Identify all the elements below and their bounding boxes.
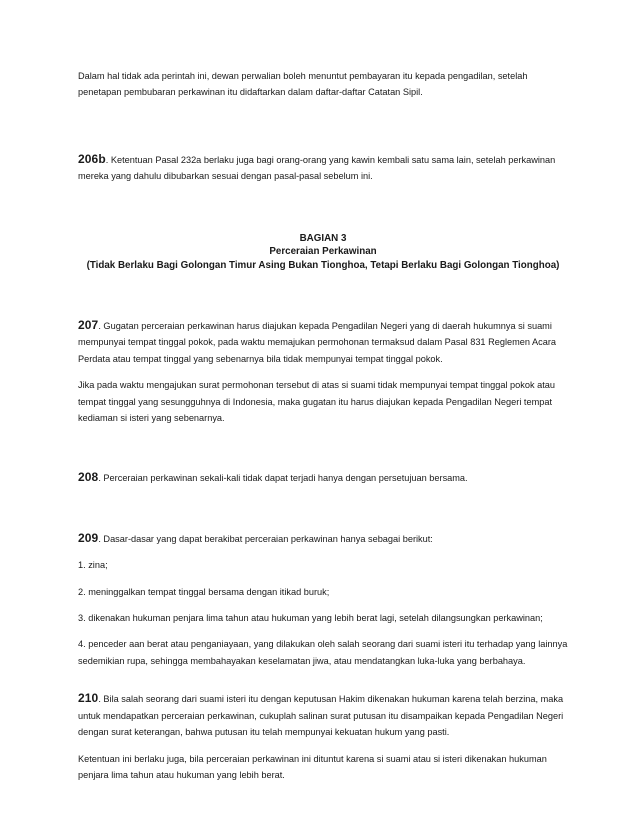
article-text: . Dasar-dasar yang dapat berakibat perceraian perkawinan hanya sebagai berikut: (98, 533, 433, 544)
list-item: 1. zina; (78, 560, 108, 571)
list-item: 4. penceder aan berat atau penganiayaan, yang dilakukan oleh salah seorang dari suami isteri itu terhadap yang lainnya sedemikian rupa, sehingga membahayakan keselamatan jiwa, atau mendatangkan luka-luka yang berbahaya. (78, 639, 568, 666)
article-209 (78, 530, 568, 547)
list-item: 3. dikenakan hukuman penjara lima tahun atau hukuman yang lebih berat lagi, setelah dilangsungkan perkawinan; (78, 613, 543, 624)
section-number: BAGIAN 3 (299, 232, 347, 244)
article-text: . Bila salah seorang dari suami isteri itu dengan keputusan Hakim dikenakan hukuman karena telah berzina, maka untuk mendapatkan perceraian perkawinan, cukuplah salinan surat putusan itu disampaikan kepada Pengadilan Negeri dengan surat keterangan, bahwa putusan itu telah mempunyai kekuatan hukum yang pasti. (78, 694, 564, 738)
article-210 (78, 690, 568, 740)
article-text: . Ketentuan Pasal 232a berlaku juga bagi orang-orang yang kawin kembali satu sama lain, setelah perkawinan mereka yang dahulu dibubarkan sesuai dengan pasal-pasal sebelum ini. (78, 154, 556, 182)
article-number: 210 (78, 691, 99, 706)
list-item: 2. meninggalkan tempat tinggal bersama dengan itikad buruk; (78, 586, 330, 597)
section-heading (78, 232, 568, 273)
article-number: 206b (78, 151, 106, 166)
article-208 (78, 469, 568, 486)
article-207-continuation: Jika pada waktu mengajukan surat permohonan tersebut di atas si suami tidak mempunyai tempat tinggal pokok atau tempat tinggal yang sesungguhnya di Indonesia, maka gugatan itu harus diajukan kepada Pengadilan Negeri tempat kediaman si isteri yang sebenarnya. (78, 380, 556, 424)
section-title: Perceraian Perkawinan (269, 246, 377, 258)
article-207 (78, 317, 568, 367)
article-text: . Perceraian perkawinan sekali-kali tidak dapat terjadi hanya dengan persetujuan bersama. (98, 473, 468, 484)
section-subtitle: (Tidak Berlaku Bagi Golongan Timur Asing Bukan Tionghoa, Tetapi Berlaku Bagi Golongan Tionghoa) (86, 260, 560, 272)
article-number: 207 (78, 318, 99, 333)
article-number: 208 (78, 470, 99, 485)
intro-paragraph: Dalam hal tidak ada perintah ini, dewan perwalian boleh menuntut pembayaran itu kepada pengadilan, setelah penetapan pembubaran perkawinan itu didaftarkan dalam daftar-daftar Catatan Sipil. (78, 71, 528, 98)
article-210-continuation: Ketentuan ini berlaku juga, bila perceraian perkawinan ini dituntut karena si suami atau si isteri dikenakan hukuman penjara lima tahun atau hukuman yang lebih berat. (78, 753, 547, 780)
article-206b (78, 151, 568, 185)
document-page (78, 68, 568, 783)
article-number: 209 (78, 530, 99, 545)
article-text: . Gugatan perceraian perkawinan harus diajukan kepada Pengadilan Negeri yang di daerah hukumnya si suami mempunyai tempat tinggal pokok, pada waktu memajukan permohonan termaksud dalam Pasal 831 Reglemen Acara Perdata atau tempat tinggal yang sebenarnya bila tidak mempunyai tempat tinggal pokok. (78, 321, 557, 364)
